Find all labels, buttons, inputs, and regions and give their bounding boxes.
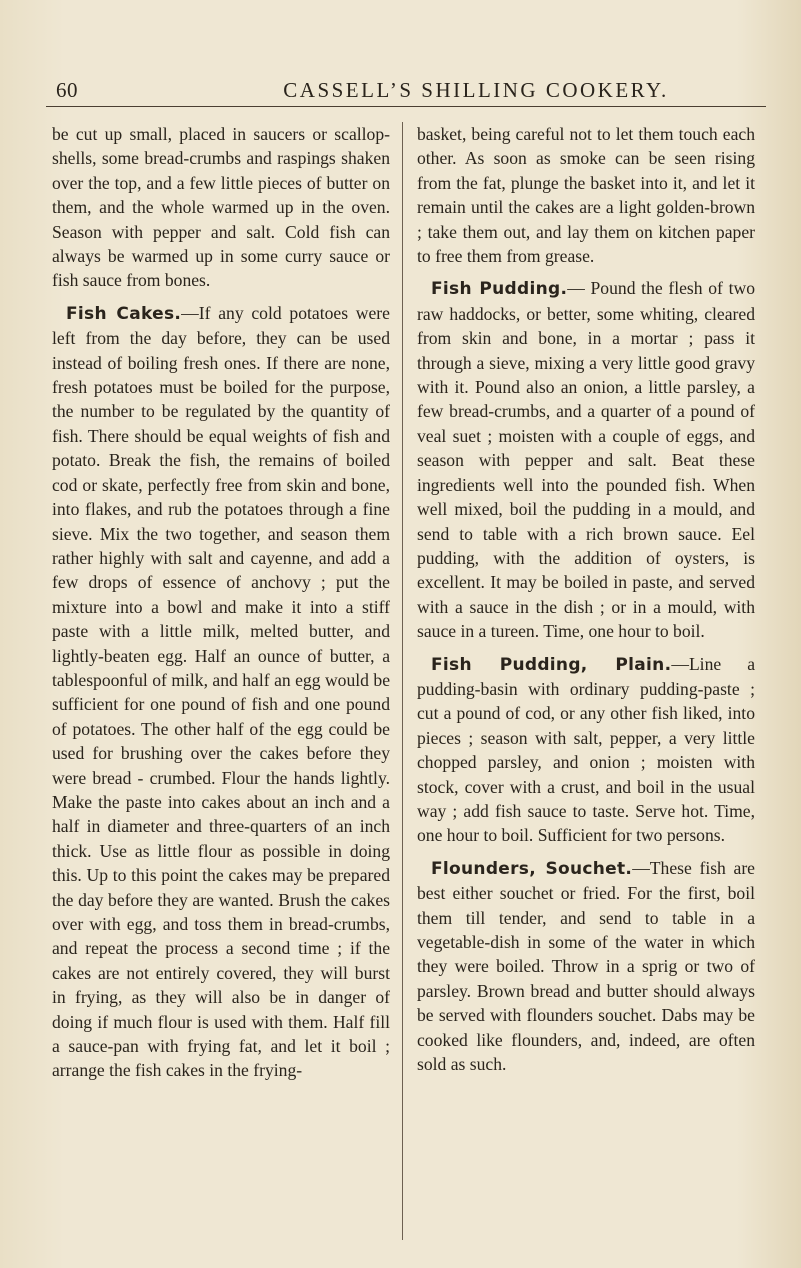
heading-fish-pudding: Fish Pudding. (431, 279, 568, 300)
paragraph-fish-pudding: Fish Pudding.— Pound the flesh of two raw haddocks, or better, some whiting, cleared from skin and bone, in a mortar ; pass it through a sieve, mixing a very little good gravy with it. Pound also an onion, a little parsley, a few bread-crumbs, and a quarter of a pound of veal suet ; moisten with a couple of eggs, and season with pepper and salt. Beat these ingredients well into the pounded fish. When well mixed, boil the pudding in a mould, and send to table with a rich brown sauce. Eel pudding, with the addition of oysters, is excellent. It may be boiled in paste, and served with a sauce in the dish ; or in a mould, with sauce in a tureen. Time, one hour to boil. (417, 278, 755, 642)
paragraph-flounders-souchet: Flounders, Souchet.—These fish are best either souchet or fried. For the first, boil them till tender, and send to table in a vegetable-dish in some of the water in which they were boiled. Throw in a sprig or two of parsley. Brown bread and butter should always be served with flounders souchet. Dabs may be cooked like flounders, and, indeed, are often sold as such. (417, 857, 755, 1075)
right-column (417, 122, 755, 1252)
page-number: 60 (56, 78, 78, 102)
paragraph-fish-pudding-plain: Fish Pudding, Plain.—Line a pudding-basin with ordinary pudding-paste ; cut a pound of cod, or any other fish liked, into pieces ; season with salt, pepper, a very little chopped parsley, and onion ; moisten with stock, cover with a crust, and boil in the usual way ; add fish sauce to taste. Serve hot. Time, one hour to boil. Sufficient for two persons. (417, 653, 755, 846)
heading-fish-cakes: Fish Cakes. (66, 303, 182, 324)
heading-flounders-souchet: Flounders, Souchet. (431, 858, 633, 879)
running-title: CASSELL’S SHILLING COOKERY. (283, 78, 669, 102)
page-header (46, 76, 766, 107)
paragraph-cold-fish-continued: be cut up small, placed in saucers or scallop-shells, some bread-crumbs and raspings shaken over the top, and a few little pieces of butter on them, and the whole warmed up in the oven. Season with pepper and salt. Cold fish can always be warmed up in some curry sauce or fish sauce from bones. (52, 124, 390, 291)
heading-fish-pudding-plain: Fish Pudding, Plain. (431, 654, 672, 675)
column-divider (402, 122, 403, 1240)
paragraph-fish-cakes-continued: basket, being careful not to let them touch each other. As soon as smoke can be seen rising from the fat, plunge the basket into it, and let it remain until the cakes are a light golden-brown ; take them out, and lay them on kitchen paper to free them from grease. (417, 124, 755, 267)
left-column (52, 122, 390, 1252)
paragraph-fish-cakes: Fish Cakes.—If any cold potatoes were left from the day before, they can be used instead of boiling fresh ones. If there are none, fresh potatoes must be boiled for the purpose, the number to be regulated by the quantity of fish. There should be equal weights of fish and potato. Break the fish, the remains of boiled cod or skate, perfectly free from skin and bone, into flakes, and rub the potatoes through a fine sieve. Mix the two together, and season them rather highly with salt and cayenne, and add a few drops of essence of anchovy ; put the mixture into a bowl and make it into a stiff paste with a little milk, melted butter, and lightly-beaten egg. Half an ounce of butter, a tablespoonful of milk, and half an egg would be sufficient for one pound of fish and one pound of potatoes. The other half of the egg could be used for brushing over the cakes before they were bread - crumbed. Flour the hands lightly. Make the paste into cakes about an inch and a half in diameter and three-quarters of an inch thick. Use as little flour as possible in doing this. Up to this point the cakes may be prepared the day before they are wanted. Brush the cakes over with egg, and toss them in bread-crumbs, and repeat the process a second time ; if the cakes are not entirely covered, they will burst in frying, as they will also be in danger of doing if much flour is used with them. Half fill a sauce-pan with frying fat, and let it boil ; arrange the fish cakes in the frying- (52, 302, 390, 1081)
